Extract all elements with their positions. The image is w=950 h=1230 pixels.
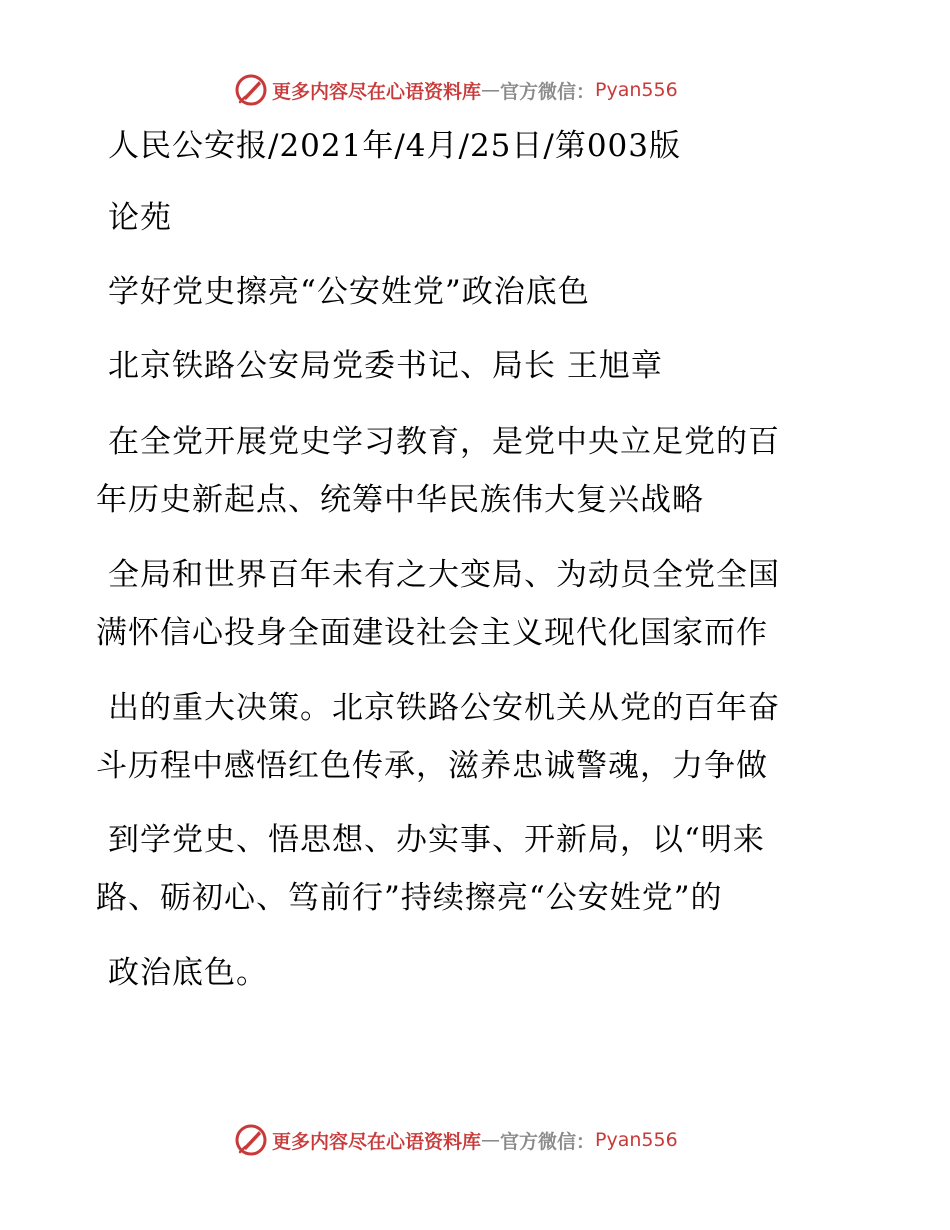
body-line: 年历史新起点、统筹中华民族伟大复兴战略 xyxy=(96,482,704,518)
body-line: 在全党开展党史学习教育，是党中央立足党的百 xyxy=(108,424,780,460)
body-line: 出的重大决策。北京铁路公安机关从党的百年奋 xyxy=(108,690,780,726)
watermark-main-text: 更多内容尽在心语资料库 xyxy=(272,1130,482,1153)
column-name: 论苑 xyxy=(108,200,172,236)
watermark-dash: — xyxy=(481,1129,501,1151)
quill-pen-logo-icon xyxy=(234,73,268,107)
watermark-dash: — xyxy=(481,79,501,101)
header-watermark xyxy=(234,72,678,108)
watermark-main-text: 更多内容尽在心语资料库 xyxy=(272,80,482,103)
footer-watermark xyxy=(234,1122,678,1158)
watermark-label: 官方微信： xyxy=(500,80,596,103)
body-line: 满怀信心投身全面建设社会主义现代化国家而作 xyxy=(96,615,768,651)
headline: 学好党史擦亮“公安姓党”政治底色 xyxy=(108,274,590,310)
watermark-label: 官方微信： xyxy=(500,1130,596,1153)
body-line: 斗历程中感悟红色传承，滋养忠诚警魂，力争做 xyxy=(96,748,768,784)
watermark-wechat-id: Pyan556 xyxy=(595,79,678,101)
body-line: 路、砺初心、笃前行”持续擦亮“公安姓党”的 xyxy=(96,880,723,916)
quill-pen-logo-icon xyxy=(234,1123,268,1157)
body-line: 到学党史、悟思想、办实事、开新局，以“明来 xyxy=(108,822,765,858)
body-line: 全局和世界百年未有之大变局、为动员全党全国 xyxy=(108,557,780,593)
body-line: 政治底色。 xyxy=(108,955,268,991)
watermark-wechat-id: Pyan556 xyxy=(595,1129,678,1151)
source-line: 人民公安报/2021年/4月/25日/第003版 xyxy=(108,128,682,164)
byline: 北京铁路公安局党委书记、局长 王旭章 xyxy=(108,348,663,384)
